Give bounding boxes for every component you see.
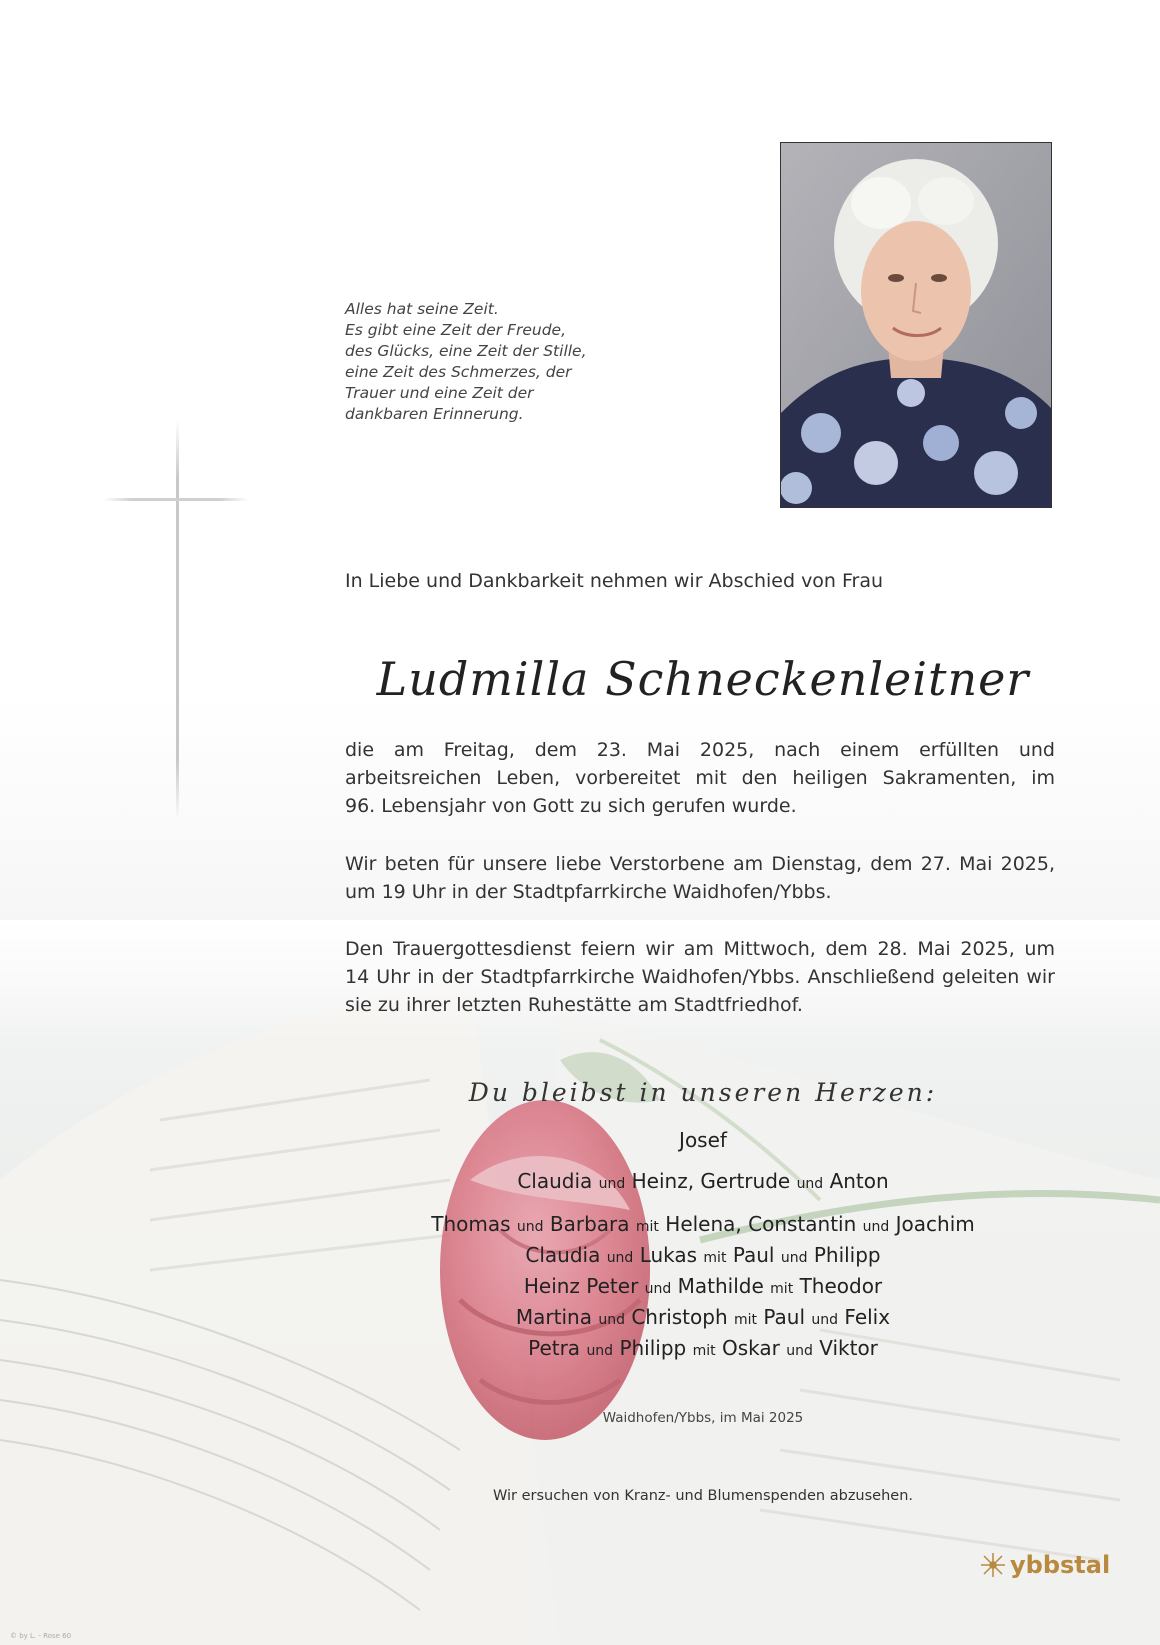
mourner-line [345, 1126, 1061, 1154]
mourner-name: Martina [515, 1305, 592, 1329]
memorial-quote [345, 299, 645, 425]
mourner-name: Felix [844, 1305, 891, 1329]
mourner-name: Viktor [819, 1336, 878, 1360]
connector-word: und [796, 1176, 824, 1192]
mourners-heading: Du bleibst in unseren Herzen: [468, 1078, 938, 1107]
mourner-name: Helena, Constantin [665, 1212, 857, 1236]
copyright-text: © by L. - Rose 60 [10, 1632, 72, 1640]
paragraph-line: Wir beten für unsere liebe Verstorbene am Dienstag, dem 27. Mai 2025, [345, 853, 1055, 875]
paragraph-line: 96. Lebensjahr von Gott zu sich gerufen wurde. [345, 795, 797, 817]
mourners-list [345, 1126, 1061, 1365]
mourner-name: Anton [829, 1169, 889, 1193]
mourner-name: Mathilde [677, 1274, 764, 1298]
mourner-line [345, 1303, 1061, 1334]
mourner-name: Thomas [431, 1212, 511, 1236]
connector-word: und [644, 1281, 672, 1297]
quote-line: Alles hat seine Zeit. [345, 300, 499, 318]
cross-horizontal-bar [104, 498, 248, 501]
cross-vertical-bar [176, 420, 179, 820]
mourner-name: Philipp [813, 1243, 881, 1267]
funeral-service-paragraph [345, 935, 1055, 1019]
prayer-paragraph [345, 850, 1055, 906]
mourner-name: Claudia [517, 1169, 593, 1193]
deceased-name: Ludmilla Schneckenleitner [376, 652, 1030, 706]
quote-line: Es gibt eine Zeit der Freude, [345, 321, 567, 339]
paragraph-line: sie zu ihrer letzten Ruhestätte am Stadtfriedhof. [345, 994, 803, 1016]
logo-text: ybbstal [1010, 1551, 1111, 1579]
mourner-name: Josef [679, 1128, 727, 1152]
mourner-line [345, 1210, 1061, 1241]
paragraph-line: Den Trauergottesdienst feiern wir am Mittwoch, dem 28. Mai 2025, um [345, 938, 1055, 960]
connector-word: mit [703, 1250, 727, 1266]
quote-line: dankbaren Erinnerung. [345, 405, 524, 423]
connector-word: und [598, 1312, 625, 1328]
mourner-line [345, 1167, 1061, 1198]
mourner-name: Paul [763, 1305, 806, 1329]
connector-word: und [516, 1219, 544, 1235]
dandelion-icon [978, 1550, 1008, 1580]
flower-donation-note: Wir ersuchen von Kranz- und Blumenspenden abzusehen. [492, 1488, 914, 1504]
quote-line: des Glücks, eine Zeit der Stille, [345, 342, 587, 360]
portrait-photo [780, 142, 1052, 508]
paragraph-line: arbeitsreichen Leben, vorbereitet mit den heiligen Sakramenten, im [345, 767, 1055, 789]
mourner-name: Theodor [799, 1274, 883, 1298]
connector-word: und [862, 1219, 890, 1235]
mourner-name: Philipp [619, 1336, 687, 1360]
paragraph-line: um 19 Uhr in der Stadtpfarrkirche Waidhofen/Ybbs. [345, 881, 832, 903]
quote-line: Trauer und eine Zeit der [345, 384, 534, 402]
mourner-line [345, 1334, 1061, 1365]
connector-word: und [606, 1250, 634, 1266]
mourner-name: Oskar [721, 1336, 780, 1360]
mourner-name: Joachim [895, 1212, 975, 1236]
mourner-name: Heinz, Gertrude [631, 1169, 791, 1193]
connector-word: mit [734, 1312, 758, 1328]
paragraph-line: die am Freitag, dem 23. Mai 2025, nach einem erfüllten und [345, 739, 1055, 761]
connector-word: und [586, 1343, 614, 1359]
connector-word: mit [692, 1343, 716, 1359]
connector-word: mit [770, 1281, 794, 1297]
mourner-name: Heinz Peter [523, 1274, 639, 1298]
mourner-name: Barbara [549, 1212, 630, 1236]
place-date: Waidhofen/Ybbs, im Mai 2025 [602, 1410, 804, 1426]
connector-word: und [780, 1250, 808, 1266]
paragraph-line: 14 Uhr in der Stadtpfarrkirche Waidhofen/Ybbs. Anschließend geleiten wir [345, 966, 1055, 988]
mourner-line [345, 1241, 1061, 1272]
mourner-line [345, 1272, 1061, 1303]
mourner-name: Petra [528, 1336, 581, 1360]
quote-line: eine Zeit des Schmerzes, der [345, 363, 572, 381]
connector-word: und [811, 1312, 839, 1328]
connector-word: mit [635, 1219, 659, 1235]
mourner-name: Claudia [525, 1243, 601, 1267]
mourner-name: Paul [732, 1243, 775, 1267]
connector-word: und [786, 1343, 813, 1359]
intro-text: In Liebe und Dankbarkeit nehmen wir Abschied von Frau [345, 570, 884, 592]
mourner-name: Lukas [639, 1243, 698, 1267]
ybbstal-logo [978, 1550, 1110, 1580]
death-announcement-paragraph [345, 736, 1055, 820]
mourner-name: Christoph [631, 1305, 728, 1329]
connector-word: und [598, 1176, 626, 1192]
